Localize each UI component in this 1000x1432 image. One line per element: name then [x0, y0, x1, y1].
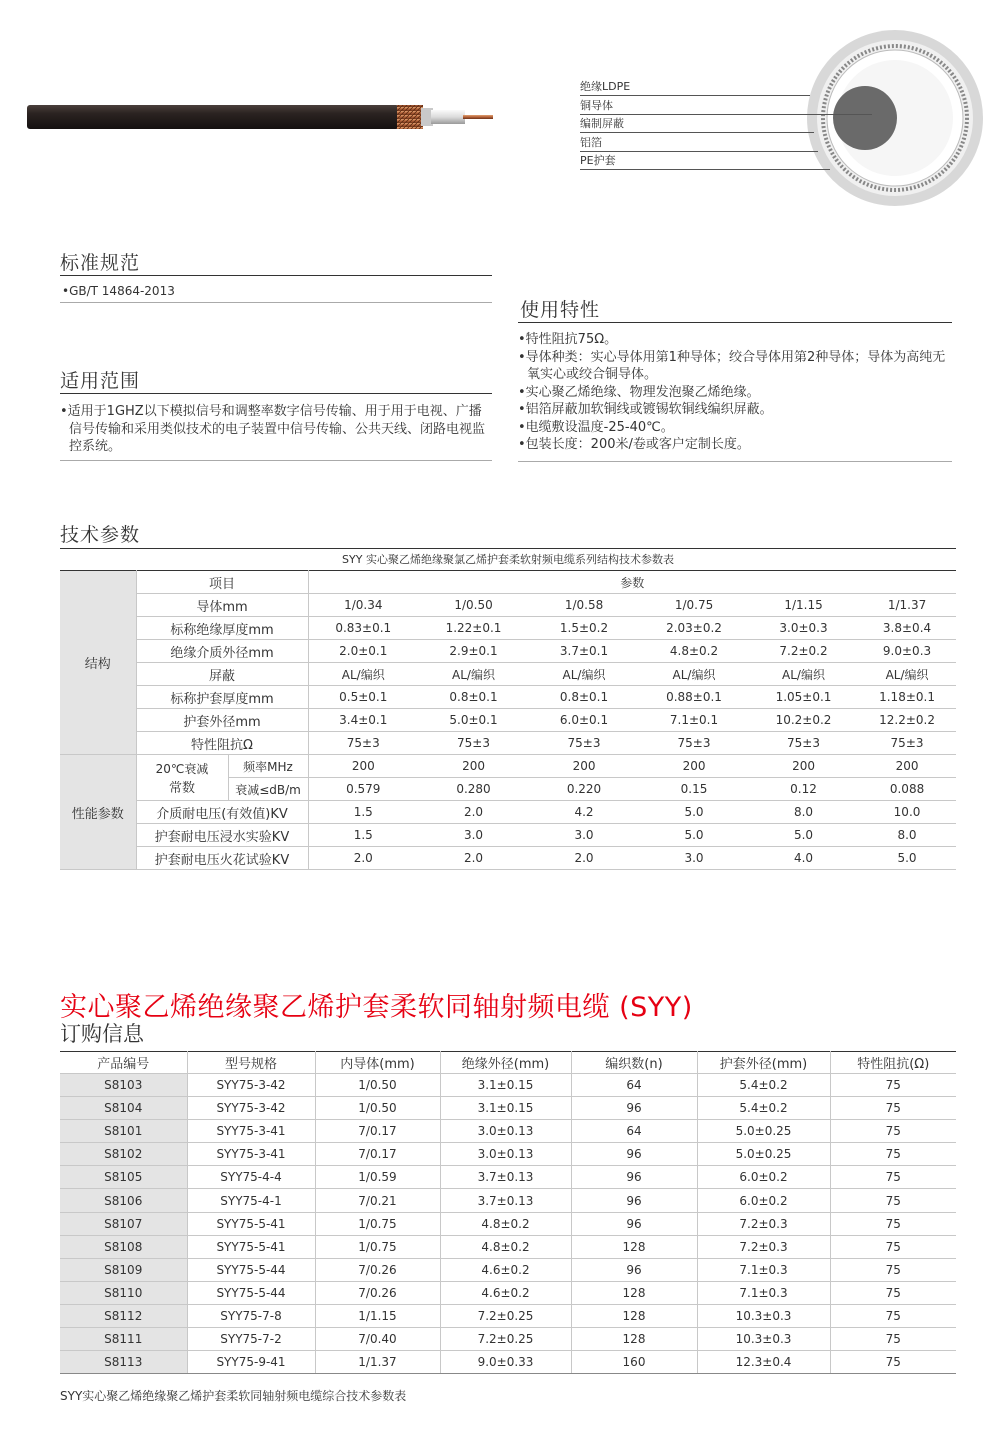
- table-cell: 1.05±0.1: [749, 686, 858, 709]
- table-cell: S8106: [60, 1189, 187, 1212]
- divider: [60, 275, 492, 276]
- divider: [60, 302, 492, 303]
- table-cell: 7/0.21: [315, 1189, 440, 1212]
- order-table: [60, 1051, 956, 1374]
- table-cell: 7/0.17: [315, 1120, 440, 1143]
- table-cell: AL/编织: [749, 663, 858, 686]
- table-cell: 75: [830, 1328, 956, 1351]
- divider: [518, 322, 952, 323]
- table-cell: S8113: [60, 1351, 187, 1374]
- table-cell: 7/0.26: [315, 1258, 440, 1281]
- table-cell: 128: [571, 1281, 697, 1304]
- table-cell: SYY75-3-42: [187, 1074, 315, 1097]
- table-cell: 3.7±0.13: [440, 1189, 571, 1212]
- table-cell: 200: [529, 755, 639, 778]
- group-cell: 性能参数: [60, 755, 136, 870]
- table-cell: AL/编织: [529, 663, 639, 686]
- table-cell: 200: [639, 755, 749, 778]
- table-cell: 2.0: [418, 847, 529, 870]
- table-cell: 0.280: [418, 778, 529, 801]
- table-cell: 1/1.15: [315, 1304, 440, 1327]
- layer-label-foil: [580, 136, 810, 155]
- list-item: • GB/T 14864-2013: [62, 283, 492, 301]
- table-cell: 75±3: [858, 732, 956, 755]
- group-cell: 结构: [60, 571, 136, 755]
- table-row: [60, 686, 956, 709]
- table-row: [60, 1328, 956, 1351]
- table-cell: 75±3: [529, 732, 639, 755]
- table-cell: 7.2±0.25: [440, 1304, 571, 1327]
- table-cell: 75: [830, 1120, 956, 1143]
- list-item: • 电缆敷设温度-25-40℃。: [518, 419, 952, 437]
- table-cell: 7.1±0.3: [697, 1258, 830, 1281]
- table-cell: AL/编织: [308, 663, 418, 686]
- table-cell: 4.6±0.2: [440, 1281, 571, 1304]
- row-label: 护套耐电压火花试验KV: [136, 847, 308, 870]
- table-cell: 7/0.17: [315, 1143, 440, 1166]
- table-cell: 10.3±0.3: [697, 1328, 830, 1351]
- table-cell: S8103: [60, 1074, 187, 1097]
- table-cell: 5.4±0.2: [697, 1074, 830, 1097]
- table-cell: SYY75-5-44: [187, 1258, 315, 1281]
- table-cell: SYY75-3-41: [187, 1120, 315, 1143]
- table-cell: 3.8±0.4: [858, 617, 956, 640]
- table-cell: 7/0.26: [315, 1281, 440, 1304]
- table-cell: 75: [830, 1189, 956, 1212]
- table-row: [60, 1281, 956, 1304]
- cross-section-diagram: [805, 28, 985, 208]
- table-cell: SYY75-5-41: [187, 1235, 315, 1258]
- table-row: [60, 1351, 956, 1374]
- list-item: • 适用于1GHZ以下模拟信号和调整率数字信号传输、用于用于电视、广播信号传输和采用类似技术的电子装置中信号传输、公共天线、闭路电视监控系统。: [60, 403, 492, 456]
- table-cell: SYY75-4-4: [187, 1166, 315, 1189]
- divider: [60, 460, 492, 461]
- table-cell: 3.0: [639, 847, 749, 870]
- table-cell: 75: [830, 1074, 956, 1097]
- list-item: • 铝箔屏蔽加软铜线或镀锡软铜线编织屏蔽。: [518, 401, 952, 419]
- table-row: [60, 1304, 956, 1327]
- table-cell: 75: [830, 1166, 956, 1189]
- table-cell: SYY75-4-1: [187, 1189, 315, 1212]
- table-row: [60, 1143, 956, 1166]
- table-cell: 4.6±0.2: [440, 1258, 571, 1281]
- row-label: 特性阻抗Ω: [136, 732, 308, 755]
- table-cell: 9.0±0.33: [440, 1351, 571, 1374]
- table-cell: 128: [571, 1304, 697, 1327]
- table-cell: 75: [830, 1143, 956, 1166]
- column-header: 特性阻抗(Ω): [830, 1052, 956, 1074]
- table-cell: 200: [418, 755, 529, 778]
- table-cell: 1.5±0.2: [529, 617, 639, 640]
- table-cell: 75±3: [749, 732, 858, 755]
- layer-label-text: PE护套: [580, 154, 616, 167]
- table-cell: 7.2±0.2: [749, 640, 858, 663]
- table-cell: SYY75-9-41: [187, 1351, 315, 1374]
- table-cell: 75±3: [308, 732, 418, 755]
- table-row: [60, 1166, 956, 1189]
- table-cell: 75±3: [639, 732, 749, 755]
- column-header: 绝缘外径(mm): [440, 1052, 571, 1074]
- row-label: 导体mm: [136, 594, 308, 617]
- table-cell: SYY75-5-41: [187, 1212, 315, 1235]
- table-cell: SYY75-7-8: [187, 1304, 315, 1327]
- table-row: [60, 594, 956, 617]
- table-cell: 96: [571, 1143, 697, 1166]
- table-cell: 10.2±0.2: [749, 709, 858, 732]
- table-cell: 96: [571, 1097, 697, 1120]
- table-cell: 5.0±0.1: [418, 709, 529, 732]
- table-cell: 0.220: [529, 778, 639, 801]
- freq-label: 频率MHz: [228, 755, 308, 778]
- list-item: • 特性阻抗75Ω。: [518, 331, 952, 349]
- table-cell: 3.4±0.1: [308, 709, 418, 732]
- table-row: [60, 732, 956, 755]
- table-cell: 1/0.75: [639, 594, 749, 617]
- table-cell: 2.0: [308, 847, 418, 870]
- table-cell: 200: [308, 755, 418, 778]
- product-title: 实心聚乙烯绝缘聚乙烯护套柔软同轴射频电缆 (SYY): [60, 992, 693, 1023]
- table-row: [60, 1189, 956, 1212]
- column-header: 内导体(mm): [315, 1052, 440, 1074]
- table-cell: 1.18±0.1: [858, 686, 956, 709]
- table-cell: 5.0: [749, 824, 858, 847]
- table-cell: AL/编织: [418, 663, 529, 686]
- list-item: • 包装长度：200米/卷或客户定制长度。: [518, 436, 952, 454]
- table-cell: 6.0±0.2: [697, 1166, 830, 1189]
- table-cell: 7.2±0.3: [697, 1235, 830, 1258]
- table-cell: 75: [830, 1281, 956, 1304]
- column-header: 编织数(n): [571, 1052, 697, 1074]
- layer-labels: [580, 80, 810, 173]
- row-label: 护套耐电压浸水实验KV: [136, 824, 308, 847]
- list-item: • 实心聚乙烯绝缘、物理发泡聚乙烯绝缘。: [518, 384, 952, 402]
- column-header: 护套外径(mm): [697, 1052, 830, 1074]
- table-cell: S8111: [60, 1328, 187, 1351]
- divider: [60, 548, 956, 549]
- spec-table: [60, 570, 956, 870]
- table-cell: 10.0: [858, 801, 956, 824]
- table-cell: AL/编织: [639, 663, 749, 686]
- table-row: [60, 755, 956, 778]
- table-cell: SYY75-7-2: [187, 1328, 315, 1351]
- table-row: [60, 847, 956, 870]
- table-cell: 4.0: [749, 847, 858, 870]
- table-cell: 75: [830, 1097, 956, 1120]
- table-row: [60, 1258, 956, 1281]
- table-cell: 7/0.40: [315, 1328, 440, 1351]
- table-row: [60, 824, 956, 847]
- table-cell: 2.0: [418, 801, 529, 824]
- table-cell: S8102: [60, 1143, 187, 1166]
- table-cell: 96: [571, 1258, 697, 1281]
- table-cell: 1/0.50: [418, 594, 529, 617]
- table-cell: 1/0.50: [315, 1074, 440, 1097]
- list-item: • 导体种类：实心导体用第1种导体；绞合导体用第2种导体；导体为高纯无氧实心或绞合铜导体。: [518, 349, 952, 384]
- table-row: [60, 801, 956, 824]
- table-cell: 0.88±0.1: [639, 686, 749, 709]
- table-cell: 3.1±0.15: [440, 1097, 571, 1120]
- table-cell: 3.0±0.13: [440, 1143, 571, 1166]
- table-row: [60, 1097, 956, 1120]
- layer-label-copper: [580, 99, 810, 118]
- table-cell: 4.8±0.2: [639, 640, 749, 663]
- table-cell: SYY75-3-41: [187, 1143, 315, 1166]
- table-cell: 5.4±0.2: [697, 1097, 830, 1120]
- table-cell: 2.0: [529, 847, 639, 870]
- divider: [60, 393, 492, 394]
- table-cell: 0.15: [639, 778, 749, 801]
- table-cell: 75: [830, 1351, 956, 1374]
- table-cell: 64: [571, 1120, 697, 1143]
- table-cell: 4.2: [529, 801, 639, 824]
- table-cell: 160: [571, 1351, 697, 1374]
- table-row: [60, 640, 956, 663]
- table-cell: 12.3±0.4: [697, 1351, 830, 1374]
- table-cell: 1/0.50: [315, 1097, 440, 1120]
- table-cell: 3.0±0.3: [749, 617, 858, 640]
- cable-image: [25, 95, 495, 140]
- atten-label-top: 20℃衰减: [155, 761, 209, 776]
- spec-caption: SYY 实心聚乙烯绝缘聚氯乙烯护套柔软射频电缆系列结构技术参数表: [342, 553, 674, 566]
- layer-label-braid: [580, 117, 810, 136]
- table-cell: S8109: [60, 1258, 187, 1281]
- footnote: SYY实心聚乙烯绝缘聚乙烯护套柔软同轴射频电缆综合技术参数表: [60, 1389, 407, 1403]
- table-cell: 5.0: [639, 824, 749, 847]
- table-cell: 1/1.37: [315, 1351, 440, 1374]
- table-cell: 7.2±0.25: [440, 1328, 571, 1351]
- table-cell: S8108: [60, 1235, 187, 1258]
- table-cell: 0.5±0.1: [308, 686, 418, 709]
- table-cell: 75±3: [418, 732, 529, 755]
- standard-list: [62, 283, 492, 301]
- table-cell: S8107: [60, 1212, 187, 1235]
- table-cell: 5.0±0.25: [697, 1143, 830, 1166]
- table-row: [60, 709, 956, 732]
- table-row: [60, 1235, 956, 1258]
- column-header: 型号规格: [187, 1052, 315, 1074]
- table-cell: 3.0±0.13: [440, 1120, 571, 1143]
- table-cell: 0.12: [749, 778, 858, 801]
- table-cell: 96: [571, 1212, 697, 1235]
- table-cell: 64: [571, 1074, 697, 1097]
- table-row: [60, 571, 956, 594]
- table-cell: SYY75-5-44: [187, 1281, 315, 1304]
- tech-title: 技术参数: [60, 524, 141, 546]
- table-cell: 7.1±0.1: [639, 709, 749, 732]
- table-cell: 5.0: [858, 847, 956, 870]
- table-cell: 3.7±0.1: [529, 640, 639, 663]
- application-list: [60, 403, 492, 456]
- table-row: [60, 617, 956, 640]
- row-label: 介质耐电压(有效值)KV: [136, 801, 308, 824]
- table-cell: 8.0: [858, 824, 956, 847]
- atten-unit-label: 衰减≤dB/m: [228, 778, 308, 801]
- table-cell: 2.9±0.1: [418, 640, 529, 663]
- table-cell: 200: [749, 755, 858, 778]
- table-cell: S8105: [60, 1166, 187, 1189]
- row-label: 标称护套厚度mm: [136, 686, 308, 709]
- layer-label-text: 铝箔: [580, 135, 602, 149]
- table-cell: 128: [571, 1328, 697, 1351]
- table-cell: 1/0.59: [315, 1166, 440, 1189]
- table-cell: 1.22±0.1: [418, 617, 529, 640]
- table-cell: 0.579: [308, 778, 418, 801]
- table-cell: 75: [830, 1258, 956, 1281]
- layer-label-text: 编制屏蔽: [580, 117, 624, 130]
- table-cell: 0.8±0.1: [529, 686, 639, 709]
- table-cell: S8101: [60, 1120, 187, 1143]
- table-cell: 6.0±0.2: [697, 1189, 830, 1212]
- table-cell: 75: [830, 1304, 956, 1327]
- table-cell: S8104: [60, 1097, 187, 1120]
- table-row: [60, 1212, 956, 1235]
- table-cell: 1.5: [308, 801, 418, 824]
- atten-label: [136, 755, 228, 801]
- row-label: 绝缘介质外径mm: [136, 640, 308, 663]
- table-cell: 96: [571, 1166, 697, 1189]
- layer-label-text: 绝缘LDPE: [580, 80, 631, 93]
- row-label: 屏蔽: [136, 663, 308, 686]
- table-cell: 6.0±0.1: [529, 709, 639, 732]
- table-cell: 1.5: [308, 824, 418, 847]
- order-title: 订购信息: [60, 1022, 144, 1046]
- atten-label-bottom: 常数: [168, 780, 195, 796]
- layer-label-ldpe: [580, 80, 810, 99]
- table-cell: 0.088: [858, 778, 956, 801]
- divider: [518, 461, 952, 462]
- table-cell: 9.0±0.3: [858, 640, 956, 663]
- table-cell: 200: [858, 755, 956, 778]
- application-title: 适用范围: [60, 370, 141, 392]
- table-cell: 3.1±0.15: [440, 1074, 571, 1097]
- table-cell: 75: [830, 1235, 956, 1258]
- table-cell: 1/0.34: [308, 594, 418, 617]
- table-cell: 1/1.37: [858, 594, 956, 617]
- table-cell: S8112: [60, 1304, 187, 1327]
- usage-list: [518, 331, 952, 454]
- usage-title: 使用特性: [520, 299, 601, 321]
- table-cell: 5.0: [639, 801, 749, 824]
- param-header: 参数: [308, 571, 956, 594]
- table-cell: 4.8±0.2: [440, 1212, 571, 1235]
- table-cell: 75: [830, 1212, 956, 1235]
- table-cell: 2.0±0.1: [308, 640, 418, 663]
- table-cell: S8110: [60, 1281, 187, 1304]
- table-cell: 7.1±0.3: [697, 1281, 830, 1304]
- table-cell: 96: [571, 1189, 697, 1212]
- item-header: 项目: [136, 571, 308, 594]
- table-cell: AL/编织: [858, 663, 956, 686]
- table-cell: 1/0.58: [529, 594, 639, 617]
- standard-title: 标准规范: [60, 252, 141, 274]
- table-cell: 8.0: [749, 801, 858, 824]
- table-cell: 2.03±0.2: [639, 617, 749, 640]
- table-cell: 128: [571, 1235, 697, 1258]
- table-row: [60, 1074, 956, 1097]
- layer-label-text: 铜导体: [580, 98, 613, 112]
- table-cell: 12.2±0.2: [858, 709, 956, 732]
- table-row: [60, 663, 956, 686]
- column-header: 产品编号: [60, 1052, 187, 1074]
- table-cell: 10.3±0.3: [697, 1304, 830, 1327]
- table-cell: 1/0.75: [315, 1235, 440, 1258]
- table-cell: 3.7±0.13: [440, 1166, 571, 1189]
- table-cell: 0.8±0.1: [418, 686, 529, 709]
- table-cell: 5.0±0.25: [697, 1120, 830, 1143]
- table-cell: 4.8±0.2: [440, 1235, 571, 1258]
- table-row: [60, 1120, 956, 1143]
- table-cell: 3.0: [529, 824, 639, 847]
- table-cell: 7.2±0.3: [697, 1212, 830, 1235]
- table-cell: 1/0.75: [315, 1212, 440, 1235]
- table-cell: 1/1.15: [749, 594, 858, 617]
- table-cell: 3.0: [418, 824, 529, 847]
- layer-label-pe: [580, 154, 810, 173]
- row-label: 护套外径mm: [136, 709, 308, 732]
- row-label: 标称绝缘厚度mm: [136, 617, 308, 640]
- table-cell: 0.83±0.1: [308, 617, 418, 640]
- table-cell: SYY75-3-42: [187, 1097, 315, 1120]
